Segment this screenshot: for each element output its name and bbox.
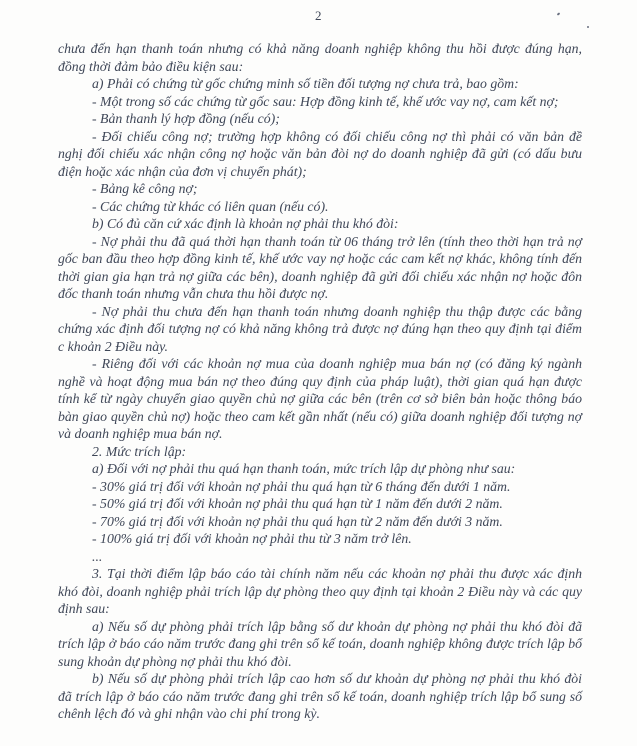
paragraph: 3. Tại thời điểm lập báo cáo tài chính năm nếu các khoản nợ phải thu được xác định khó đòi, doanh nghiệp phải trích lập dự phòng theo quy định tại khoản 2 Điều này và các quy định sau: bbox=[58, 566, 582, 616]
paragraph: - Các chứng từ khác có liên quan (nếu có). bbox=[92, 198, 329, 214]
scan-speck bbox=[587, 26, 589, 28]
paragraph: 2. Mức trích lập: bbox=[92, 443, 187, 459]
paragraph: - Bảng kê công nợ; bbox=[92, 181, 198, 196]
paragraph: a) Nếu số dự phòng phải trích lập bằng số dư khoản dự phòng nợ phải thu khó đòi đã trích lập ở báo cáo năm trước đang ghi trên sổ kế toán, doanh nghiệp không được trích lập bổ sung khoản dự phòng nợ phải thu khó đòi. bbox=[58, 618, 582, 669]
paragraph: - 100% giá trị đối với khoản nợ phải thu từ 3 năm trở lên. bbox=[92, 531, 412, 546]
paragraph: b) Có đủ căn cứ xác định là khoản nợ phải thu khó đòi: bbox=[92, 216, 399, 231]
paragraph: - 50% giá trị đối với khoản nợ phải thu quá hạn từ 1 năm đến dưới 2 năm. bbox=[92, 496, 503, 511]
page-number: 2 bbox=[315, 8, 322, 23]
document-body bbox=[58, 40, 582, 723]
paragraph: - Nợ phải thu chưa đến hạn thanh toán nhưng doanh nghiệp thu thập được các bằng chứng xác định đối tượng nợ có khả năng không trả được nợ đúng hạn theo quy định tại điểm c khoản 2 Điều này. bbox=[58, 303, 582, 354]
paragraph: - Riêng đối với các khoản nợ mua của doanh nghiệp mua bán nợ (có đăng ký ngành nghề và hoạt động mua bán nợ theo đúng quy định của pháp luật), thời gian quá hạn được tính kể từ ngày chuyển giao quyền chủ nợ giữa các bên (trên cơ sở biên bản hoặc thông báo bàn giao quyền chủ nợ) hoặc theo cam kết gần nhất (nếu có) giữa doanh nghiệp đối tượng nợ và doanh nghiệp mua bán nợ. bbox=[58, 356, 582, 441]
paragraph: - 30% giá trị đối với khoản nợ phải thu quá hạn từ 6 tháng đến dưới 1 năm. bbox=[92, 478, 511, 494]
paragraph: - Nợ phải thu đã quá thời hạn thanh toán từ 06 tháng trở lên (tính theo thời hạn trả nợ gốc ban đầu theo hợp đồng kinh tế, khế ước vay nợ hoặc các cam kết nợ khác, không tính đến thời gian gia hạn trả nợ giữa các bên), doanh nghiệp đã gửi đối chiếu xác nhận nợ hoặc đôn đốc thanh toán nhưng vẫn chưa thu hồi được nợ. bbox=[58, 233, 582, 301]
paragraph: - Đối chiếu công nợ; trường hợp không có đối chiếu công nợ thì phải có văn bản đề nghị đối chiếu xác nhận công nợ hoặc văn bản đòi nợ do doanh nghiệp đã gửi (có dấu bưu điện hoặc xác nhận của đơn vị chuyển phát); bbox=[58, 128, 582, 179]
paragraph: b) Nếu số dự phòng phải trích lập cao hơn số dư khoản dự phòng nợ phải thu khó đòi đã trích lập ở báo cáo năm trước đang ghi trên sổ kế toán, doanh nghiệp trích lập bổ sung số chênh lệch đó và ghi nhận vào chi phí trong kỳ. bbox=[58, 671, 582, 721]
paragraph: - Bản thanh lý hợp đồng (nếu có); bbox=[92, 111, 280, 126]
paragraph: a) Phải có chứng từ gốc chứng minh số tiền đối tượng nợ chưa trả, bao gồm: bbox=[92, 76, 519, 91]
paragraph: ... bbox=[92, 548, 103, 564]
paragraph: - 70% giá trị đối với khoản nợ phải thu quá hạn từ 2 năm đến dưới 3 năm. bbox=[92, 513, 503, 529]
paragraph: a) Đối với nợ phải thu quá hạn thanh toán, mức trích lập dự phòng như sau: bbox=[92, 461, 516, 476]
paragraph: chưa đến hạn thanh toán nhưng có khả năng doanh nghiệp không thu hồi được đúng hạn, đồng thời đảm bảo điều kiện sau: bbox=[58, 41, 582, 74]
paragraph: - Một trong số các chứng từ gốc sau: Hợp đồng kinh tế, khế ước vay nợ, cam kết nợ; bbox=[92, 93, 559, 109]
